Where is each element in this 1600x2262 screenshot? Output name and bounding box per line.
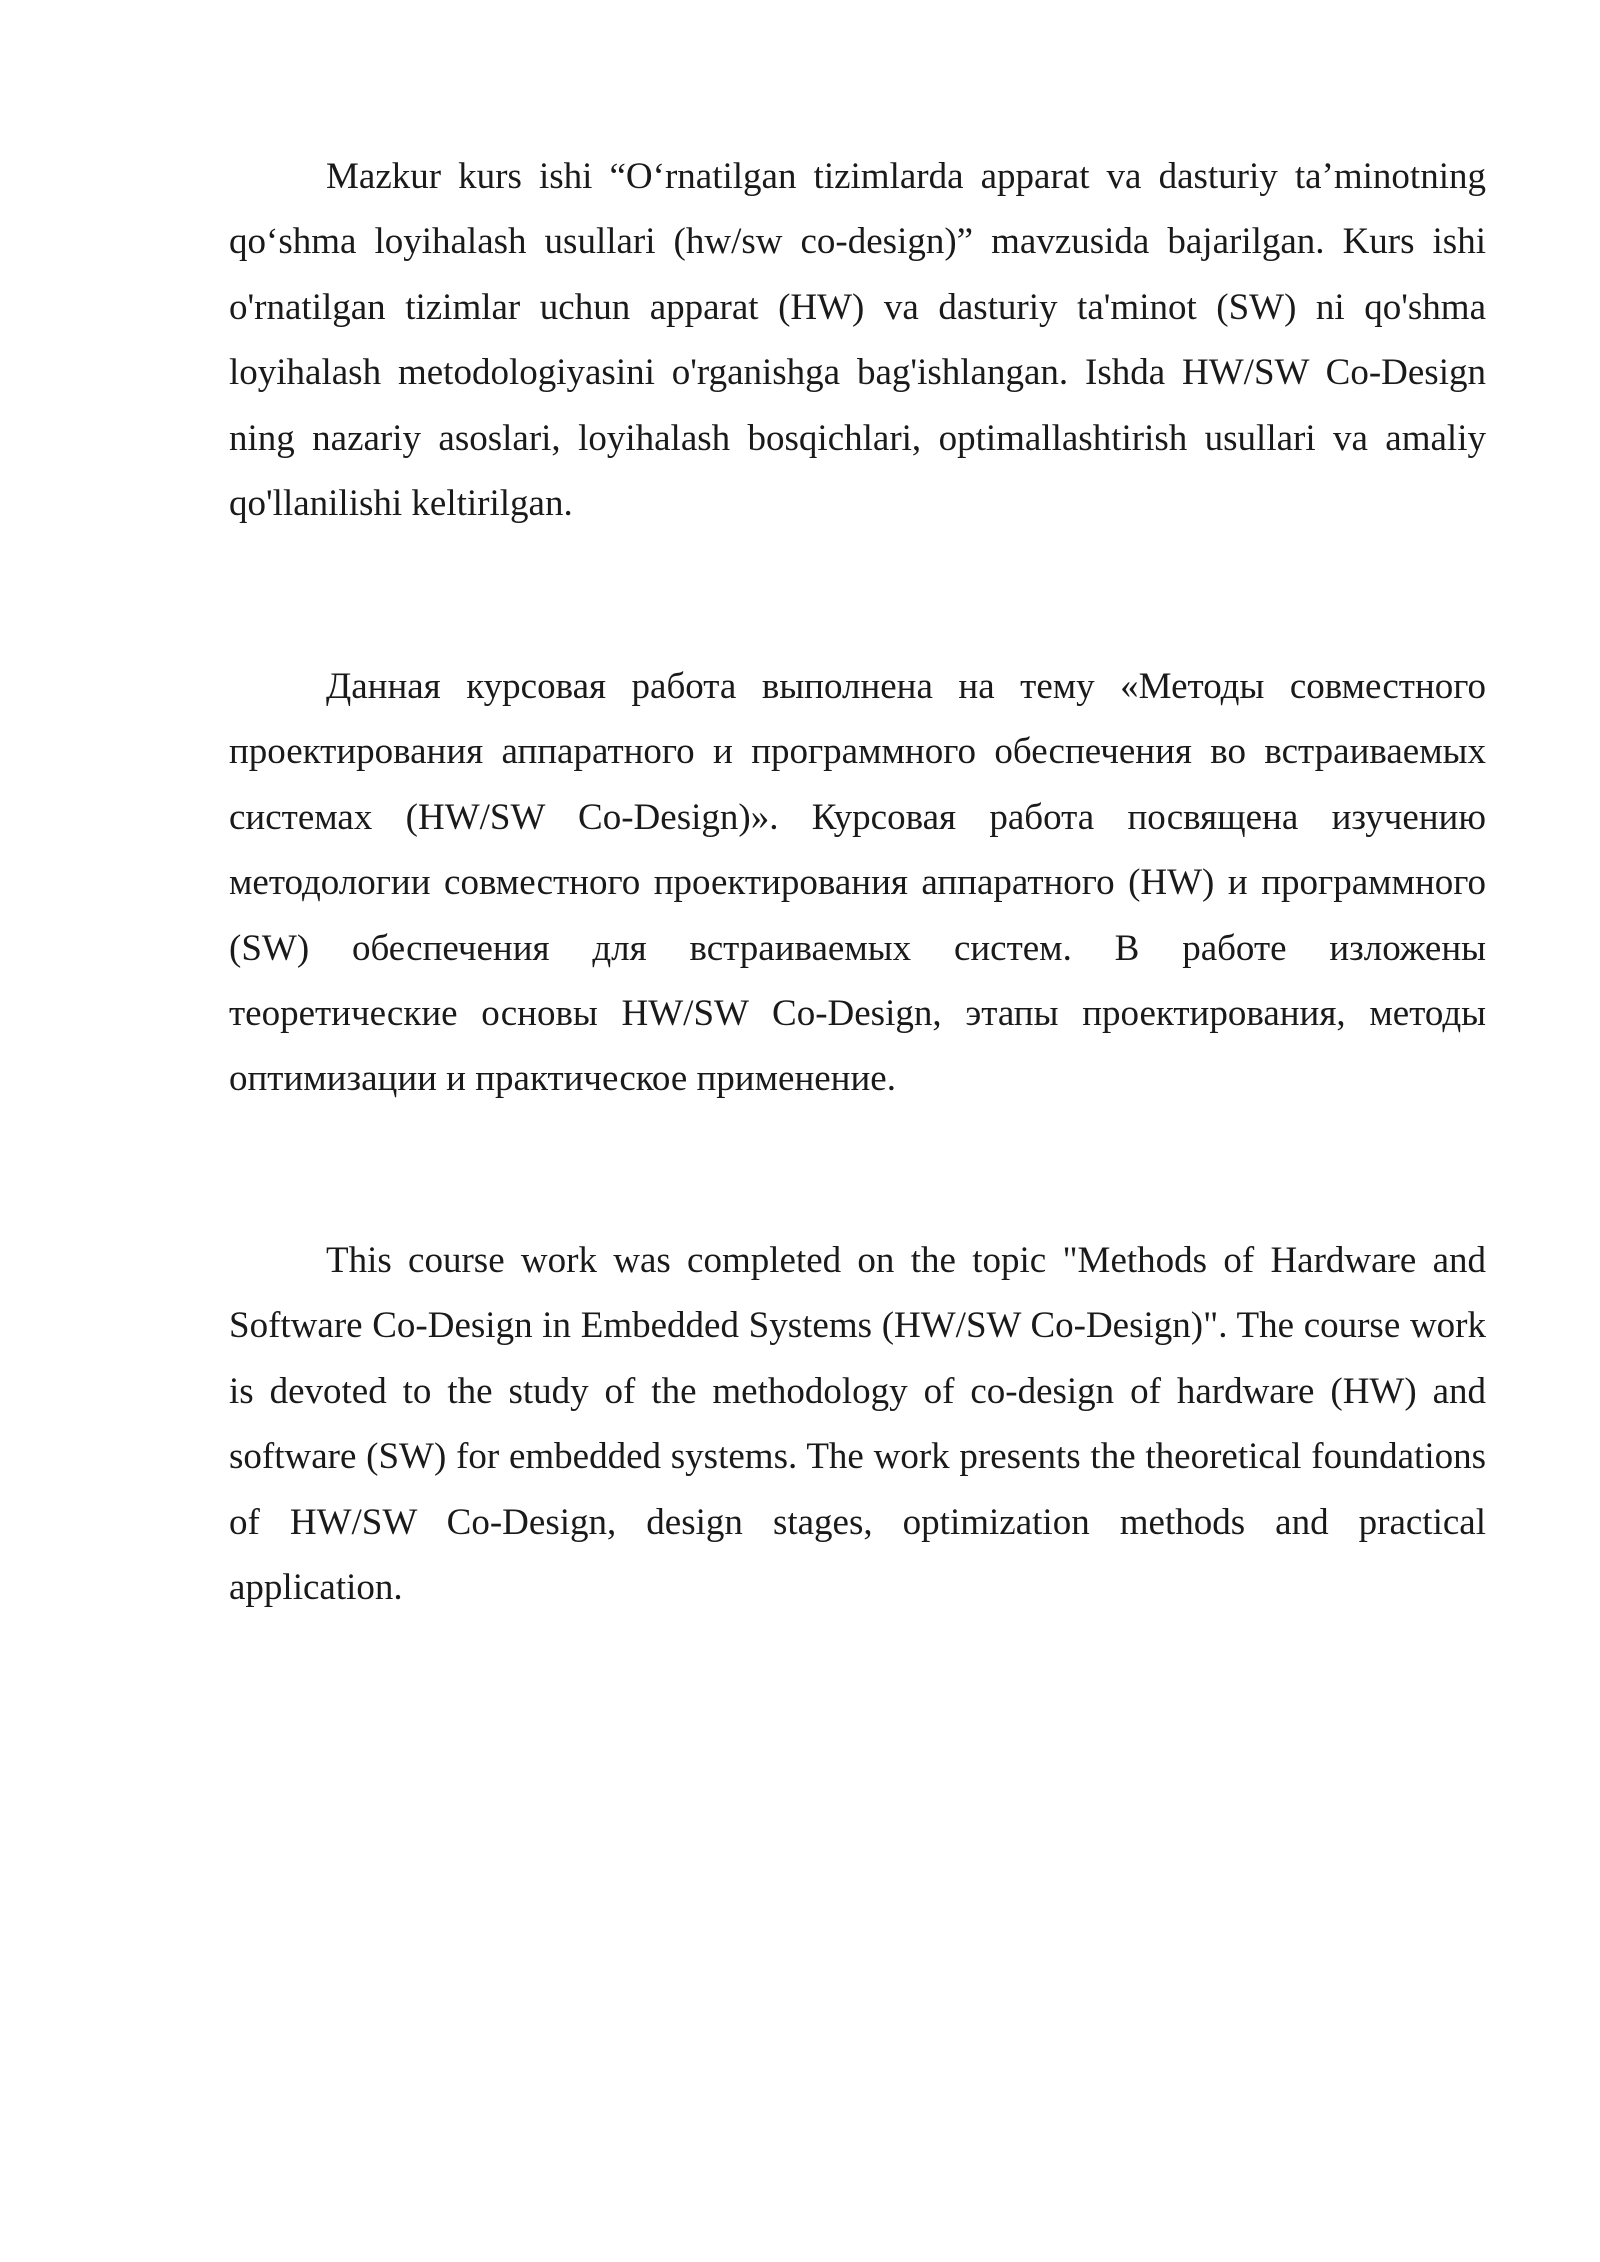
abstract-uzbek-paragraph: Mazkur kurs ishi “Oʻrnatilgan tizimlarda apparat va dasturiy ta’minotning qoʻshma loyihalash usullari (hw/sw co-design)” mavzusida bajarilgan. Kurs ishi o'rnatilgan tizimlar uchun apparat (HW) va dasturiy ta'minot (SW) ni qo'shma loyihalash metodologiyasini o'rganishga bag'ishlangan. Ishda HW/SW Co-Design ning nazariy asoslari, loyihalash bosqichlari, optimallashtirish usullari va amaliy qo'llanilishi keltirilgan. xyxy=(229,156,1486,525)
abstract-russian-paragraph: Данная курсовая работа выполнена на тему «Методы совместного проектирования аппаратного и программного обеспечения во встраиваемых системах (HW/SW Co-Design)». Курсовая работа посвящена изучению методологии совместного проектирования аппаратного (HW) и программного (SW) обеспечения для встраиваемых систем. В работе изложены теоретические основы HW/SW Co-Design, этапы проектирования, методы оптимизации и практическое применение. xyxy=(229,666,1486,1100)
abstract-english-paragraph: This course work was completed on the topic "Methods of Hardware and Software Co-Design in Embedded Systems (HW/SW Co-Design)". The course work is devoted to the study of the methodology of co-design of hardware (HW) and software (SW) for embedded systems. The work presents the theoretical foundations of HW/SW Co-Design, design stages, optimization methods and practical application. xyxy=(229,1240,1486,1609)
